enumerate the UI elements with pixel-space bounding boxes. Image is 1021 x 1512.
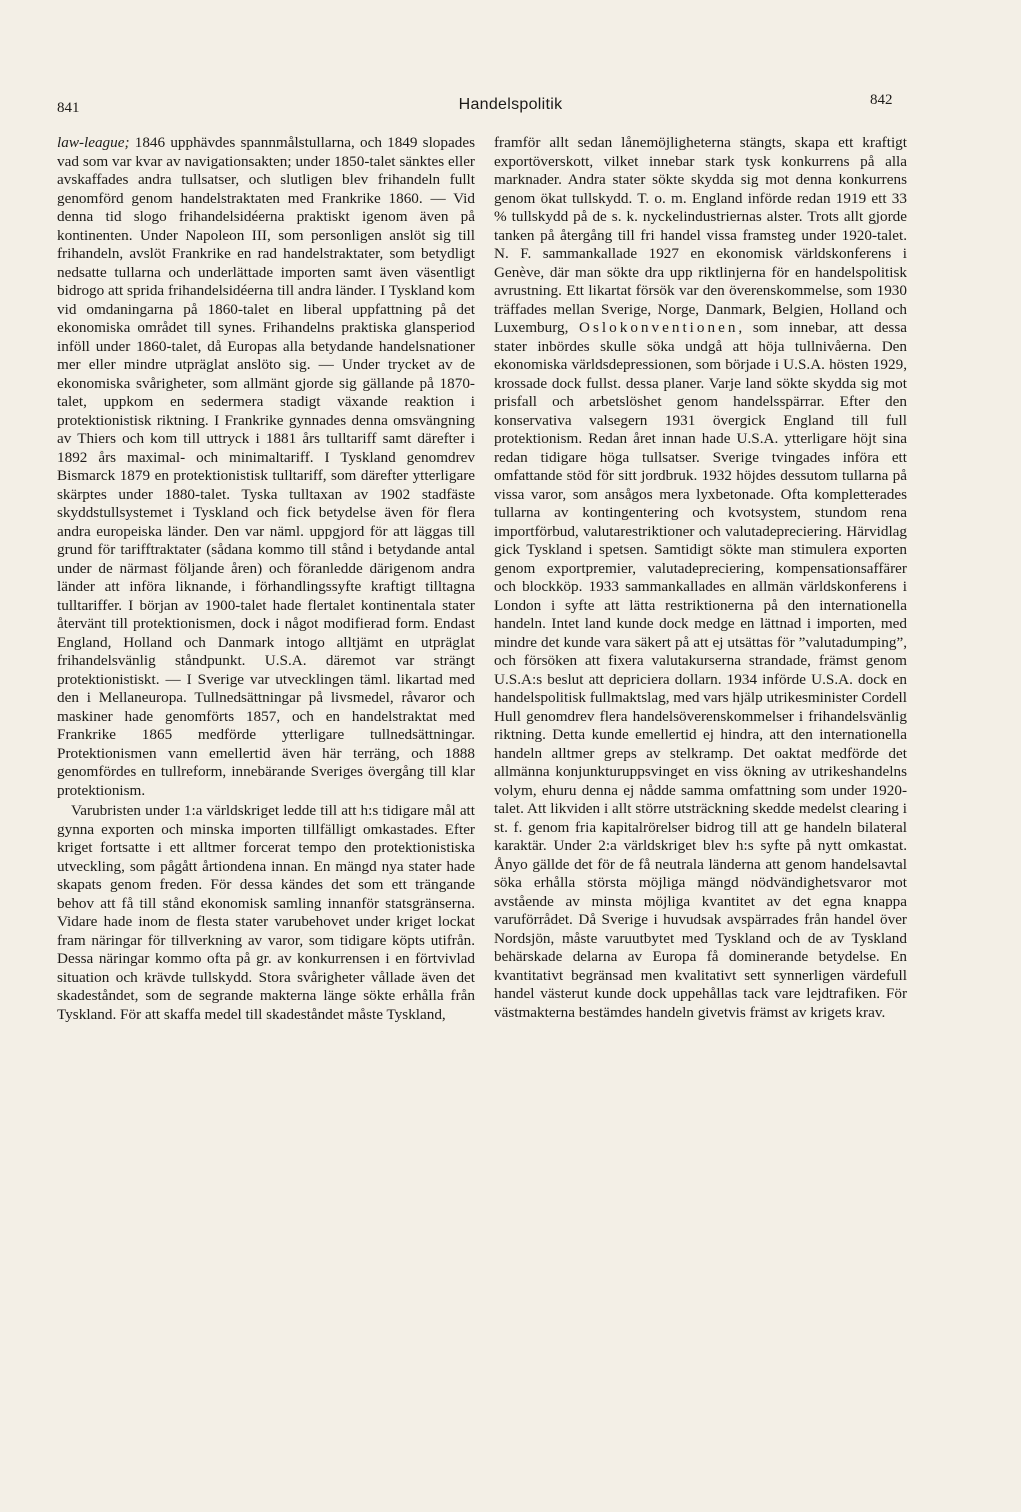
left-paragraph-1	[57, 134, 475, 800]
right-paragraph-1-text-a: framför allt sedan lånemöjligheterna stängts, skapa ett kraftigt exportöverskott, vilket innebar stark tysk konkurrens på alla marknader. Andra stater sökte skydda sig mot denna konkurrens genom ökat tullskydd. T. o. m. England införde redan 1919 ett 33 % tullskydd på de s. k. nyckelindustriernas alster. Trots allt gjorde tanken på återgång till fri handel vissa framsteg under 1920-talet. N. F. sammankallade 1927 en ekonomisk världskonferens i Genève, där man sökte dra upp riktlinjerna för en handelspolitisk avrustning. Ett likartat försök var den överenskommelse, som 1930 träffades mellan Sverige, Norge, Danmark, Belgien, Holland och Luxemburg,	[494, 134, 907, 336]
left-paragraph-1-text: 1846 upphävdes spannmålstullarna, och 1849 slopades vad som var kvar av navigationsakten; under 1850-talet sänktes eller avskaffades andra tullsatser, och slutligen blev frihandeln fullt genomförd genom handelstraktaten med Frankrike 1860. — Vid denna tid slogo frihandelsidéerna praktiskt igenom även på kontinenten. Under Napoleon III, som personligen anslöt sig till frihandeln, avslöt Frankrike en rad handelstraktater, som betydligt nedsatte tullarna och underlättade importen samt även väsentligt bidrogo att sprida frihandelsidéerna till andra länder. I Tyskland kom vid omdaningarna på 1860-talet en liberal uppfattning på det ekonomiska området till synes. Frihandelns praktiska glansperiod inföll under 1860-talet, då Europas alla betydande handelsnationer mer eller mindre utpräglat anslöto sig. — Under trycket av de ekonomiska svårigheter, som allmänt gjorde sig gällande på 1870-talet, uppkom en sedermera stadigt växande reaktion i protektionistisk riktning. I Frankrike gynnades denna omsvängning av Thiers och kom till uttryck i 1881 års tulltariff samt därefter i 1892 års maximal- och minimaltariff. I Tyskland genomdrev Bismarck 1879 en protektionistisk tulltariff, som därefter ytterligare skärptes under 1880-talet. Tyska tulltaxan av 1902 stadfäste skyddstullsystemet i Tyskland och fick betydelse även för flera andra europeiska länder. Den var näml. uppgjord för att läggas till grund för tarifftraktater (sådana kommo till stånd i betydande antal under de närmast följande åren) och föranledde därigenom andra länder att införa liknande, i förhandlingssyfte kraftigt tilltagna tulltariffer. I början av 1900-talet hade flertalet kontinentala stater återvänt till protektionismen, dock i något modifierad form. Endast England, Holland och Danmark intogo alltjämt en utpräglat frihandelsvänlig ståndpunkt. U.S.A. däremot var strängt protektionistiskt. — I Sverige var utvecklingen täml. likartad med den i Mellaneuropa. Tullnedsättningar på livsmedel, råvaror och maskiner hade genomförts 1857, och en handelstraktat med Frankrike 1865 medförde ytterligare tullnedsättningar. Protektionismen vann emellertid även här terräng, och 1888 genomfördes en tullreform, innebärande Sveriges övergång till klar protektionism.	[57, 134, 475, 799]
page-header	[0, 90, 1021, 120]
left-column	[57, 134, 475, 1024]
running-title: Handelspolitik	[458, 96, 563, 113]
spaced-term: Oslokonventionen	[579, 319, 739, 336]
italic-term: law-league;	[57, 134, 130, 151]
page-number-left: 841	[57, 100, 80, 116]
left-paragraph-2: Varubristen under 1:a världskriget ledde till att h:s tidigare mål att gynna exporten och minska importen tillfälligt omkastades. Efter kriget fortsatte i ett alltmer forcerat tempo den protektionistiska utveckling, som pågått årtiondena innan. En mängd nya stater hade skapats genom freden. För dessa kändes det som ett trängande behov att få till stånd ekonomisk samling innanför statsgränserna. Vidare hade inom de flesta stater varubehovet under kriget lockat fram näringar för tillverkning av varor, som tidigare köpts utifrån. Dessa näringar kommo ofta på gr. av konkurrensen i en förtvivlad situation och krävde tullskydd. Stora svårigheter vållade även det skadeståndet, som de segrande makterna länge sökte erhålla från Tyskland. För att skaffa medel till skadeståndet måste Tyskland,	[57, 802, 475, 1023]
page-number-right: 842	[870, 92, 893, 108]
right-paragraph-1	[494, 134, 907, 1022]
right-paragraph-1-text-b: , som innebar, att dessa stater inbördes skulle söka undgå att höja tullnivåerna. Den ekonomiska världsdepressionen, som började i U.S.A. hösten 1929, krossade dock fullst. dessa planer. Varje land sökte skydda sig mot prisfall och arbetslöshet genom handelsspärrar. Efter den konservativa valsegern 1931 övergick England till full protektionism. Redan året innan hade U.S.A. ytterligare höjt sina redan tidigare höga tullsatser. Sverige tvingades införa ett omfattande stöd för sitt jordbruk. 1932 höjdes dessutom tullarna på vissa varor, som ansågos mera lyxbetonade. Ofta kompletterades tullarna av kontingentering och kvotsystem, stundom rena importförbud, valutarestriktioner och valutadepreciering. Härvidlag gick Tyskland i spetsen. Samtidigt sökte man stimulera exporten genom exportpremier, valutadepreciering, kompensationsaffärer och blockköp. 1933 sammankallades en allmän världskonferens i London i syfte att lätta restriktionerna på den internationella handeln. Intet land kunde dock medge en lättnad i importen, med mindre det kunde vara säkert på att ej utsättas för ”valutadumping”, och försöken att fixera valutakurserna strandade, främst genom U.S.A:s beslut att depriciera dollarn. 1934 införde U.S.A. dock en handelspolitisk fullmaktslag, med vars hjälp utrikesminister Cordell Hull genomdrev flera handelsöverenskommelser i frihandelsvänlig riktning. Detta kunde emellertid ej hindra, att den internationella handeln alltmer greps av stelkramp. Det oaktat medförde det allmänna konjunkturuppsvinget en viss ökning av utrikeshandelns volym, ehuru denna ej nådde samma omfattning som under 1920-talet. Att likviden i allt större utsträckning skedde medelst clearing i st. f. genom fria kapitalrörelser bidrog till att ge handeln bilateral karaktär. Under 2:a världskriget blev h:s syfte på nytt omkastat. Ånyo gällde det för de få neutrala länderna att genom handelsavtal söka erhålla största möjliga mängd nödvändighetsvaror mot avstående av minsta möjliga kvantitet av det egna knappa varuförrådet. Då Sverige i huvudsak avspärrades från handel över Nordsjön, måste varuutbytet med Tyskland och de av Tyskland behärskade delarna av Europa få dominerande betydelse. En kvantitativt begränsad men kvalitativt sett synnerligen värdefull handel västerut kunde dock uppehållas tack vare lejdtrafiken. För västmakterna bestämdes handeln givetvis främst av krigets krav.	[494, 319, 907, 1021]
right-column	[494, 134, 907, 1022]
